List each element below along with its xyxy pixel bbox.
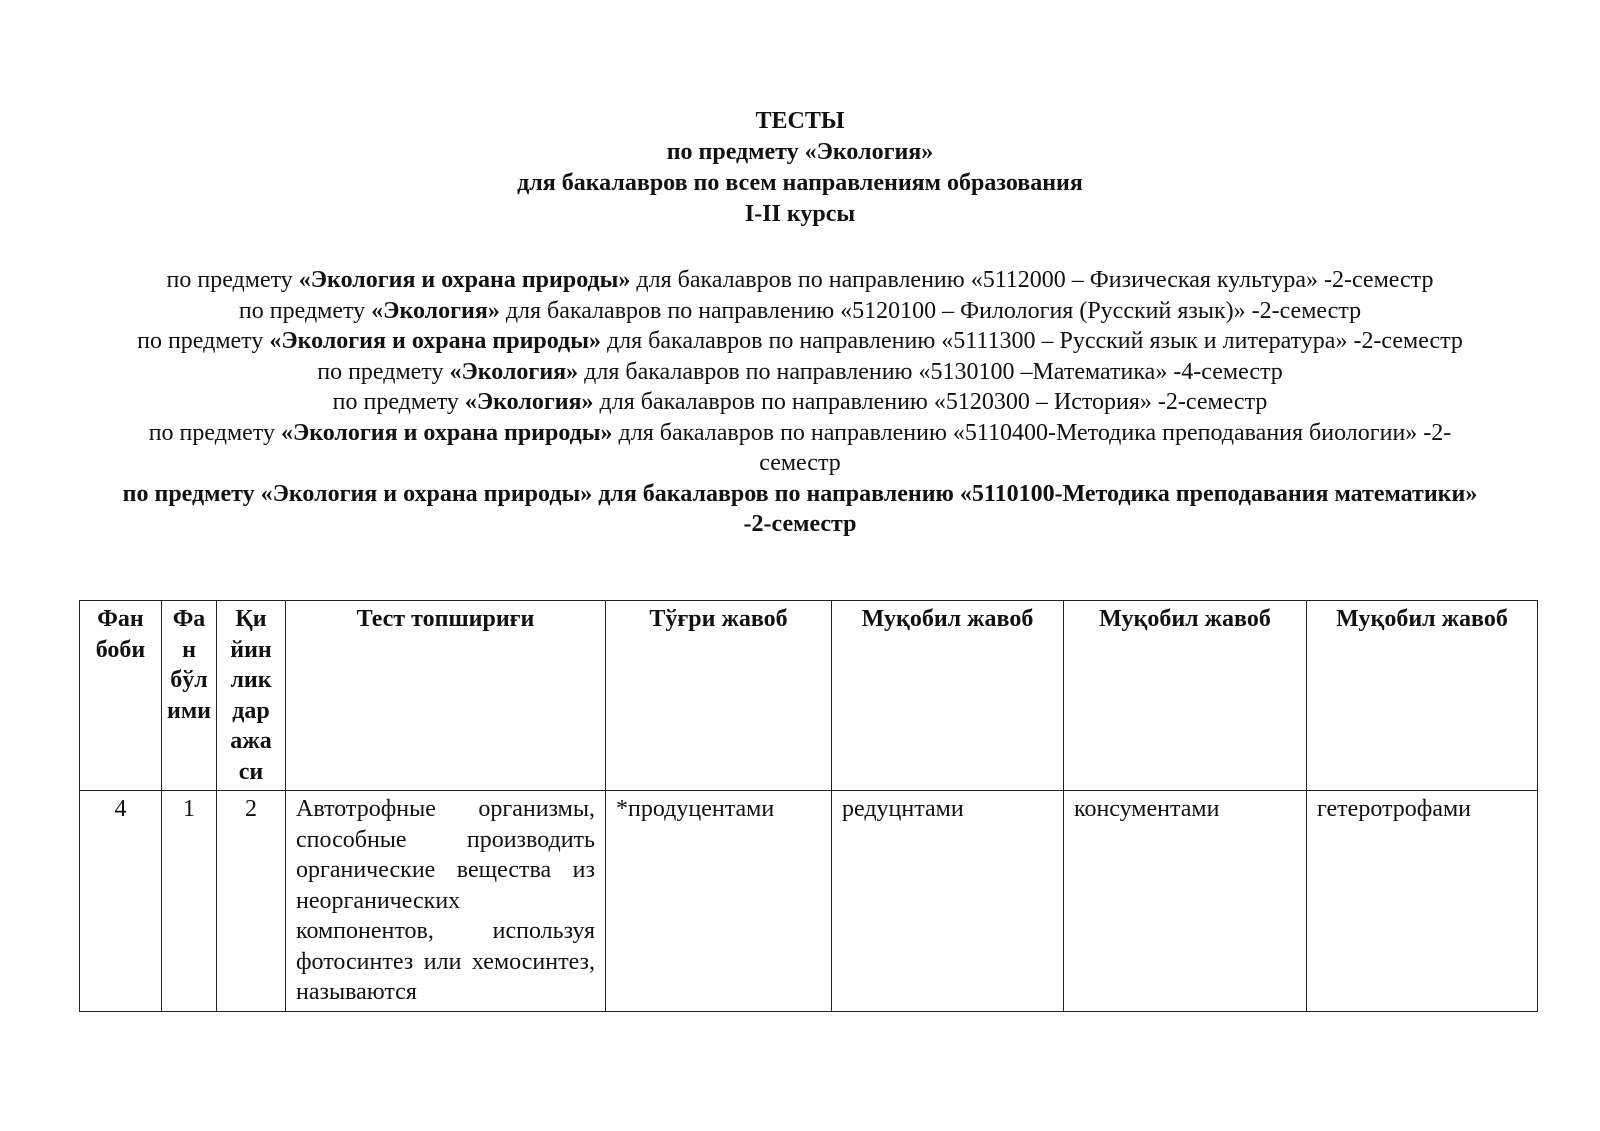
subject-direction: для бакалавров по направлению «5130100 –Математика» -4-семестр <box>578 358 1283 385</box>
subject-line <box>120 357 1480 388</box>
table-header-row <box>80 601 1538 791</box>
header-section: Фа н бўл ими <box>162 601 217 791</box>
subject-line-highlighted: по предмету «Экология и охрана природы» для бакалавров по направлению «5110100-Методика преподавания математики» -2-семестр <box>122 480 1478 537</box>
subject-prefix: по предмету <box>148 419 281 446</box>
cell-question: Автотрофные организмы, способные производить органические вещества из неорганических компонентов, используя фотосинтез или хемосинтез, называются <box>286 791 606 1012</box>
subject-name: «Экология и охрана природы» <box>298 267 631 293</box>
header-alternative-answer: Муқобил жавоб <box>832 601 1064 791</box>
document-subtitle-courses: I-II курсы <box>744 201 856 227</box>
subject-prefix: по предмету <box>166 267 299 293</box>
subject-list <box>120 265 1480 540</box>
subject-direction: для бакалавров по направлению «5120100 – Филология (Русский язык)» -2-семестр <box>499 297 1362 324</box>
table-row <box>80 791 1538 1012</box>
subject-name: «Экология» <box>449 358 579 385</box>
subject-direction: для бакалавров по направлению «5110400-Методика преподавания биологии» -2-семестр <box>612 419 1452 476</box>
subject-line <box>120 387 1480 418</box>
cell-section: 1 <box>162 791 217 1012</box>
subject-name: «Экология и охрана природы» <box>280 419 613 446</box>
subject-prefix: по предмету <box>332 389 465 415</box>
subject-prefix: по предмету <box>238 297 372 324</box>
subject-prefix: по предмету <box>137 328 270 354</box>
subject-direction: для бакалавров по направлению «5112000 – Физическая культура» -2-семестр <box>630 267 1434 293</box>
cell-difficulty: 2 <box>217 791 286 1012</box>
subject-name: «Экология» <box>371 297 500 324</box>
header-question: Тест топшириғи <box>286 601 606 791</box>
header-correct-answer: Тўғри жавоб <box>606 601 832 791</box>
header-chapter: Фан боби <box>80 601 162 791</box>
subject-direction: для бакалавров по направлению «5120300 – История» -2-семестр <box>593 389 1268 415</box>
cell-alternative-answer: консументами <box>1064 791 1307 1012</box>
document-title: ТЕСТЫ <box>755 108 845 134</box>
header-alternative-answer: Муқобил жавоб <box>1064 601 1307 791</box>
subject-line <box>120 326 1480 357</box>
test-table <box>79 600 1538 1012</box>
cell-chapter: 4 <box>80 791 162 1012</box>
header-alternative-answer: Муқобил жавоб <box>1307 601 1538 791</box>
subject-line <box>120 265 1480 296</box>
document-subtitle-audience: для бакалавров по всем направлениям образования <box>517 170 1083 196</box>
subject-prefix: по предмету <box>317 358 450 385</box>
subject-name: «Экология и охрана природы» <box>269 328 601 354</box>
subject-line <box>120 418 1480 479</box>
cell-alternative-answer: гетеротрофами <box>1307 791 1538 1012</box>
header-difficulty: Қи йин лик дар ажа си <box>217 601 286 791</box>
document-subtitle-subject: по предмету «Экология» <box>666 139 934 165</box>
cell-correct-answer: *продуцентами <box>606 791 832 1012</box>
cell-alternative-answer: редуцнтами <box>832 791 1064 1012</box>
subject-line <box>120 296 1480 327</box>
subject-name: «Экология» <box>464 389 594 415</box>
subject-direction: для бакалавров по направлению «5111300 – Русский язык и литература» -2-семестр <box>600 328 1463 354</box>
document-title-block <box>0 106 1600 230</box>
